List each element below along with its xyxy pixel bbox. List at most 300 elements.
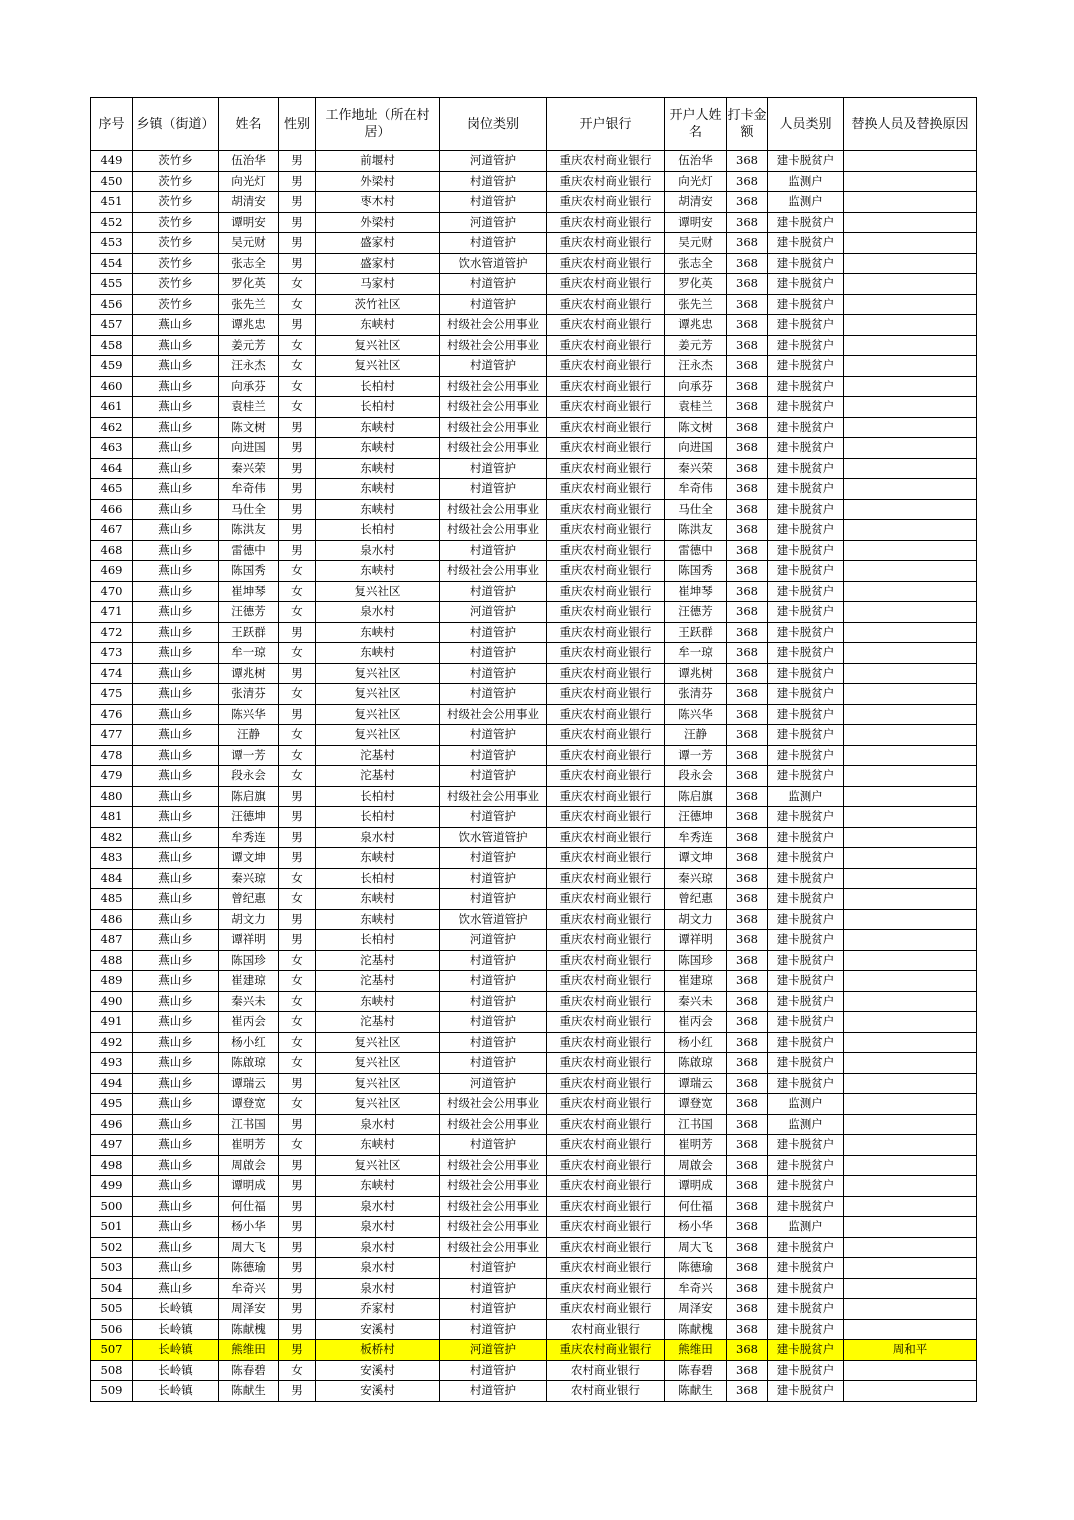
cell-account-holder: 陈洪友 — [665, 520, 727, 541]
table-row — [91, 950, 977, 971]
cell-township: 燕山乡 — [133, 745, 219, 766]
cell-name: 崔丙会 — [219, 1012, 279, 1033]
cell-post-type: 村级社会公用事业 — [440, 1114, 547, 1135]
cell-post-type: 村道管护 — [440, 274, 547, 295]
cell-serial-no: 449 — [91, 151, 133, 172]
cell-township: 燕山乡 — [133, 602, 219, 623]
cell-post-type: 村道管护 — [440, 807, 547, 828]
cell-person-category: 建卡脱贫户 — [768, 479, 844, 500]
cell-post-type: 村级社会公用事业 — [440, 335, 547, 356]
cell-township: 茨竹乡 — [133, 274, 219, 295]
cell-bank: 重庆农村商业银行 — [547, 1196, 665, 1217]
table-row — [91, 171, 977, 192]
cell-work-address: 外梁村 — [316, 212, 440, 233]
cell-gender: 男 — [279, 1278, 316, 1299]
cell-amount: 368 — [727, 889, 768, 910]
cell-work-address: 东峡村 — [316, 848, 440, 869]
cell-serial-no: 469 — [91, 561, 133, 582]
cell-account-holder: 马仕全 — [665, 499, 727, 520]
cell-replacement — [844, 643, 977, 664]
cell-account-holder: 杨小红 — [665, 1032, 727, 1053]
cell-account-holder: 张志全 — [665, 253, 727, 274]
cell-township: 燕山乡 — [133, 581, 219, 602]
cell-replacement — [844, 807, 977, 828]
cell-gender: 男 — [279, 315, 316, 336]
table-row — [91, 663, 977, 684]
cell-township: 长岭镇 — [133, 1360, 219, 1381]
cell-account-holder: 谭兆树 — [665, 663, 727, 684]
cell-replacement — [844, 725, 977, 746]
cell-bank: 重庆农村商业银行 — [547, 663, 665, 684]
cell-gender: 女 — [279, 745, 316, 766]
cell-serial-no: 453 — [91, 233, 133, 254]
cell-post-type: 村级社会公用事业 — [440, 1094, 547, 1115]
table-row — [91, 540, 977, 561]
cell-bank: 重庆农村商业银行 — [547, 315, 665, 336]
cell-replacement — [844, 1114, 977, 1135]
cell-post-type: 村级社会公用事业 — [440, 1176, 547, 1197]
cell-work-address: 长柏村 — [316, 397, 440, 418]
cell-serial-no: 461 — [91, 397, 133, 418]
table-row — [91, 417, 977, 438]
cell-name: 陈春碧 — [219, 1360, 279, 1381]
cell-amount: 368 — [727, 991, 768, 1012]
cell-serial-no: 476 — [91, 704, 133, 725]
cell-bank: 重庆农村商业银行 — [547, 1299, 665, 1320]
cell-person-category: 建卡脱贫户 — [768, 520, 844, 541]
cell-township: 燕山乡 — [133, 827, 219, 848]
cell-account-holder: 秦兴琼 — [665, 868, 727, 889]
cell-work-address: 东峡村 — [316, 622, 440, 643]
table-row — [91, 1217, 977, 1238]
cell-amount: 368 — [727, 233, 768, 254]
cell-name: 向光灯 — [219, 171, 279, 192]
cell-serial-no: 489 — [91, 971, 133, 992]
cell-post-type: 村级社会公用事业 — [440, 397, 547, 418]
cell-work-address: 复兴社区 — [316, 1155, 440, 1176]
cell-work-address: 东峡村 — [316, 315, 440, 336]
cell-amount: 368 — [727, 438, 768, 459]
table-row — [91, 1114, 977, 1135]
cell-replacement — [844, 766, 977, 787]
cell-post-type: 村道管护 — [440, 684, 547, 705]
cell-replacement — [844, 438, 977, 459]
cell-amount: 368 — [727, 602, 768, 623]
cell-name: 袁桂兰 — [219, 397, 279, 418]
cell-serial-no: 454 — [91, 253, 133, 274]
cell-gender: 男 — [279, 417, 316, 438]
cell-amount: 368 — [727, 397, 768, 418]
header-amount: 打卡金额 — [727, 98, 768, 151]
cell-name: 胡文力 — [219, 909, 279, 930]
cell-bank: 重庆农村商业银行 — [547, 253, 665, 274]
cell-amount: 368 — [727, 1299, 768, 1320]
table-body — [91, 151, 977, 1402]
cell-serial-no: 488 — [91, 950, 133, 971]
cell-post-type: 村级社会公用事业 — [440, 1196, 547, 1217]
cell-replacement — [844, 540, 977, 561]
cell-serial-no: 508 — [91, 1360, 133, 1381]
cell-gender: 女 — [279, 971, 316, 992]
cell-post-type: 村级社会公用事业 — [440, 315, 547, 336]
cell-person-category: 监测户 — [768, 1217, 844, 1238]
cell-account-holder: 周大飞 — [665, 1237, 727, 1258]
cell-township: 燕山乡 — [133, 971, 219, 992]
cell-replacement — [844, 458, 977, 479]
table-row — [91, 971, 977, 992]
cell-township: 茨竹乡 — [133, 253, 219, 274]
cell-post-type: 村道管护 — [440, 1381, 547, 1402]
cell-serial-no: 502 — [91, 1237, 133, 1258]
cell-serial-no: 486 — [91, 909, 133, 930]
cell-gender: 男 — [279, 930, 316, 951]
cell-replacement — [844, 1237, 977, 1258]
cell-amount: 368 — [727, 192, 768, 213]
cell-work-address: 板桥村 — [316, 1340, 440, 1361]
cell-name: 周大飞 — [219, 1237, 279, 1258]
table-row — [91, 581, 977, 602]
cell-work-address: 东峡村 — [316, 1176, 440, 1197]
cell-name: 陈兴华 — [219, 704, 279, 725]
cell-name: 陈献槐 — [219, 1319, 279, 1340]
cell-account-holder: 谭文坤 — [665, 848, 727, 869]
cell-serial-no: 501 — [91, 1217, 133, 1238]
cell-post-type: 村道管护 — [440, 643, 547, 664]
cell-bank: 重庆农村商业银行 — [547, 827, 665, 848]
cell-amount: 368 — [727, 909, 768, 930]
cell-gender: 男 — [279, 253, 316, 274]
cell-person-category: 建卡脱贫户 — [768, 1237, 844, 1258]
cell-amount: 368 — [727, 1360, 768, 1381]
cell-bank: 重庆农村商业银行 — [547, 1258, 665, 1279]
cell-post-type: 村道管护 — [440, 745, 547, 766]
cell-amount: 368 — [727, 1381, 768, 1402]
cell-account-holder: 汪德坤 — [665, 807, 727, 828]
cell-replacement — [844, 417, 977, 438]
cell-serial-no: 491 — [91, 1012, 133, 1033]
cell-amount: 368 — [727, 663, 768, 684]
table-row — [91, 1176, 977, 1197]
cell-account-holder: 谭明安 — [665, 212, 727, 233]
cell-township: 茨竹乡 — [133, 192, 219, 213]
cell-amount: 368 — [727, 684, 768, 705]
cell-bank: 重庆农村商业银行 — [547, 807, 665, 828]
cell-post-type: 饮水管道管护 — [440, 827, 547, 848]
table-row — [91, 253, 977, 274]
cell-account-holder: 姜元芳 — [665, 335, 727, 356]
cell-serial-no: 464 — [91, 458, 133, 479]
cell-post-type: 村道管护 — [440, 1053, 547, 1074]
cell-account-holder: 陈国珍 — [665, 950, 727, 971]
cell-work-address: 泉水村 — [316, 1237, 440, 1258]
cell-township: 燕山乡 — [133, 889, 219, 910]
cell-serial-no: 460 — [91, 376, 133, 397]
cell-serial-no: 504 — [91, 1278, 133, 1299]
cell-replacement — [844, 274, 977, 295]
cell-amount: 368 — [727, 848, 768, 869]
cell-serial-no: 474 — [91, 663, 133, 684]
cell-township: 燕山乡 — [133, 1217, 219, 1238]
cell-work-address: 安溪村 — [316, 1360, 440, 1381]
cell-serial-no: 456 — [91, 294, 133, 315]
cell-township: 燕山乡 — [133, 499, 219, 520]
cell-work-address: 长柏村 — [316, 807, 440, 828]
cell-serial-no: 473 — [91, 643, 133, 664]
cell-bank: 重庆农村商业银行 — [547, 1012, 665, 1033]
cell-gender: 女 — [279, 376, 316, 397]
cell-work-address: 沱基村 — [316, 745, 440, 766]
cell-amount: 368 — [727, 1340, 768, 1361]
cell-serial-no: 490 — [91, 991, 133, 1012]
table-row — [91, 1094, 977, 1115]
cell-serial-no: 484 — [91, 868, 133, 889]
cell-gender: 男 — [279, 233, 316, 254]
cell-work-address: 泉水村 — [316, 1217, 440, 1238]
cell-amount: 368 — [727, 253, 768, 274]
cell-gender: 女 — [279, 602, 316, 623]
cell-township: 燕山乡 — [133, 704, 219, 725]
cell-person-category: 建卡脱贫户 — [768, 438, 844, 459]
cell-post-type: 村道管护 — [440, 848, 547, 869]
table-row — [91, 1053, 977, 1074]
cell-gender: 女 — [279, 950, 316, 971]
cell-post-type: 村道管护 — [440, 950, 547, 971]
cell-account-holder: 陈文树 — [665, 417, 727, 438]
table-row — [91, 684, 977, 705]
cell-bank: 重庆农村商业银行 — [547, 171, 665, 192]
table-row — [91, 643, 977, 664]
cell-name: 曾纪惠 — [219, 889, 279, 910]
cell-person-category: 建卡脱贫户 — [768, 848, 844, 869]
cell-name: 秦兴未 — [219, 991, 279, 1012]
cell-bank: 重庆农村商业银行 — [547, 561, 665, 582]
cell-post-type: 饮水管道管护 — [440, 909, 547, 930]
cell-serial-no: 506 — [91, 1319, 133, 1340]
cell-work-address: 复兴社区 — [316, 1073, 440, 1094]
cell-replacement — [844, 930, 977, 951]
cell-gender: 女 — [279, 889, 316, 910]
cell-serial-no: 492 — [91, 1032, 133, 1053]
cell-gender: 男 — [279, 848, 316, 869]
cell-account-holder: 崔建琼 — [665, 971, 727, 992]
cell-person-category: 建卡脱贫户 — [768, 315, 844, 336]
table-row — [91, 704, 977, 725]
cell-township: 燕山乡 — [133, 540, 219, 561]
cell-township: 燕山乡 — [133, 807, 219, 828]
cell-serial-no: 480 — [91, 786, 133, 807]
cell-person-category: 建卡脱贫户 — [768, 1196, 844, 1217]
cell-gender: 男 — [279, 1319, 316, 1340]
cell-replacement — [844, 561, 977, 582]
cell-person-category: 建卡脱贫户 — [768, 335, 844, 356]
cell-serial-no: 459 — [91, 356, 133, 377]
cell-person-category: 建卡脱贫户 — [768, 561, 844, 582]
cell-person-category: 建卡脱贫户 — [768, 766, 844, 787]
cell-gender: 男 — [279, 1217, 316, 1238]
cell-amount: 368 — [727, 1196, 768, 1217]
cell-bank: 重庆农村商业银行 — [547, 1053, 665, 1074]
cell-work-address: 茨竹社区 — [316, 294, 440, 315]
cell-account-holder: 曾纪惠 — [665, 889, 727, 910]
cell-replacement — [844, 1217, 977, 1238]
table-row — [91, 807, 977, 828]
cell-account-holder: 罗化英 — [665, 274, 727, 295]
cell-name: 汪德芳 — [219, 602, 279, 623]
cell-replacement — [844, 868, 977, 889]
cell-replacement — [844, 233, 977, 254]
cell-name: 张先兰 — [219, 294, 279, 315]
cell-post-type: 河道管护 — [440, 602, 547, 623]
cell-account-holder: 陈德瑜 — [665, 1258, 727, 1279]
cell-name: 崔明芳 — [219, 1135, 279, 1156]
cell-replacement — [844, 1258, 977, 1279]
header-person-category: 人员类别 — [768, 98, 844, 151]
cell-work-address: 盛家村 — [316, 253, 440, 274]
cell-serial-no: 496 — [91, 1114, 133, 1135]
cell-person-category: 建卡脱贫户 — [768, 1135, 844, 1156]
cell-post-type: 村道管护 — [440, 1135, 547, 1156]
cell-serial-no: 481 — [91, 807, 133, 828]
cell-township: 茨竹乡 — [133, 212, 219, 233]
cell-name: 陈启旗 — [219, 786, 279, 807]
cell-account-holder: 牟奇伟 — [665, 479, 727, 500]
cell-replacement — [844, 1135, 977, 1156]
cell-township: 燕山乡 — [133, 1012, 219, 1033]
cell-person-category: 建卡脱贫户 — [768, 1053, 844, 1074]
cell-serial-no: 479 — [91, 766, 133, 787]
table-row — [91, 1237, 977, 1258]
cell-replacement — [844, 1032, 977, 1053]
cell-person-category: 建卡脱贫户 — [768, 971, 844, 992]
cell-replacement — [844, 622, 977, 643]
cell-serial-no: 507 — [91, 1340, 133, 1361]
cell-bank: 重庆农村商业银行 — [547, 294, 665, 315]
cell-replacement — [844, 1319, 977, 1340]
table-row — [91, 1012, 977, 1033]
cell-person-category: 建卡脱贫户 — [768, 1360, 844, 1381]
cell-account-holder: 向进国 — [665, 438, 727, 459]
cell-name: 吴元财 — [219, 233, 279, 254]
cell-work-address: 复兴社区 — [316, 663, 440, 684]
cell-work-address: 复兴社区 — [316, 1094, 440, 1115]
table-row — [91, 1155, 977, 1176]
cell-name: 崔建琼 — [219, 971, 279, 992]
cell-bank: 重庆农村商业银行 — [547, 643, 665, 664]
cell-post-type: 村级社会公用事业 — [440, 1217, 547, 1238]
cell-account-holder: 陈国秀 — [665, 561, 727, 582]
cell-amount: 368 — [727, 520, 768, 541]
cell-post-type: 村道管护 — [440, 233, 547, 254]
cell-work-address: 东峡村 — [316, 458, 440, 479]
cell-township: 燕山乡 — [133, 950, 219, 971]
cell-bank: 重庆农村商业银行 — [547, 889, 665, 910]
cell-post-type: 村级社会公用事业 — [440, 417, 547, 438]
cell-account-holder: 汪静 — [665, 725, 727, 746]
cell-amount: 368 — [727, 581, 768, 602]
cell-person-category: 建卡脱贫户 — [768, 274, 844, 295]
cell-bank: 重庆农村商业银行 — [547, 376, 665, 397]
cell-amount: 368 — [727, 540, 768, 561]
cell-township: 燕山乡 — [133, 1176, 219, 1197]
cell-gender: 女 — [279, 643, 316, 664]
cell-post-type: 村道管护 — [440, 725, 547, 746]
cell-person-category: 建卡脱贫户 — [768, 499, 844, 520]
cell-person-category: 建卡脱贫户 — [768, 212, 844, 233]
cell-work-address: 泉水村 — [316, 827, 440, 848]
cell-person-category: 监测户 — [768, 786, 844, 807]
roster-sheet — [90, 97, 977, 1402]
cell-name: 陈国秀 — [219, 561, 279, 582]
cell-work-address: 东峡村 — [316, 499, 440, 520]
cell-post-type: 村道管护 — [440, 1012, 547, 1033]
cell-township: 燕山乡 — [133, 663, 219, 684]
cell-gender: 男 — [279, 1258, 316, 1279]
cell-amount: 368 — [727, 766, 768, 787]
cell-township: 燕山乡 — [133, 1032, 219, 1053]
cell-account-holder: 秦兴荣 — [665, 458, 727, 479]
cell-serial-no: 466 — [91, 499, 133, 520]
cell-gender: 男 — [279, 1176, 316, 1197]
cell-name: 谭登宽 — [219, 1094, 279, 1115]
cell-replacement — [844, 581, 977, 602]
cell-post-type: 村道管护 — [440, 294, 547, 315]
cell-serial-no: 495 — [91, 1094, 133, 1115]
cell-gender: 男 — [279, 171, 316, 192]
cell-work-address: 复兴社区 — [316, 335, 440, 356]
cell-gender: 男 — [279, 622, 316, 643]
cell-post-type: 村级社会公用事业 — [440, 704, 547, 725]
cell-replacement — [844, 151, 977, 172]
cell-work-address: 复兴社区 — [316, 1053, 440, 1074]
cell-bank: 重庆农村商业银行 — [547, 909, 665, 930]
cell-replacement — [844, 335, 977, 356]
table-row — [91, 1319, 977, 1340]
cell-amount: 368 — [727, 151, 768, 172]
header-township: 乡镇（街道） — [133, 98, 219, 151]
cell-township: 茨竹乡 — [133, 151, 219, 172]
cell-name: 江书国 — [219, 1114, 279, 1135]
cell-bank: 重庆农村商业银行 — [547, 1278, 665, 1299]
cell-work-address: 沱基村 — [316, 971, 440, 992]
cell-bank: 重庆农村商业银行 — [547, 417, 665, 438]
cell-amount: 368 — [727, 868, 768, 889]
cell-serial-no: 475 — [91, 684, 133, 705]
cell-post-type: 河道管护 — [440, 151, 547, 172]
cell-person-category: 建卡脱贫户 — [768, 684, 844, 705]
cell-serial-no: 467 — [91, 520, 133, 541]
cell-post-type: 村道管护 — [440, 868, 547, 889]
cell-township: 燕山乡 — [133, 397, 219, 418]
cell-serial-no: 500 — [91, 1196, 133, 1217]
cell-post-type: 村道管护 — [440, 356, 547, 377]
cell-gender: 男 — [279, 540, 316, 561]
cell-township: 燕山乡 — [133, 1237, 219, 1258]
cell-bank: 重庆农村商业银行 — [547, 540, 665, 561]
cell-work-address: 长柏村 — [316, 376, 440, 397]
cell-replacement — [844, 499, 977, 520]
cell-gender: 女 — [279, 356, 316, 377]
cell-work-address: 东峡村 — [316, 438, 440, 459]
cell-work-address: 复兴社区 — [316, 725, 440, 746]
cell-township: 燕山乡 — [133, 356, 219, 377]
cell-bank: 重庆农村商业银行 — [547, 602, 665, 623]
cell-gender: 男 — [279, 479, 316, 500]
header-work-address: 工作地址（所在村居） — [316, 98, 440, 151]
cell-post-type: 村道管护 — [440, 991, 547, 1012]
cell-account-holder: 陈兴华 — [665, 704, 727, 725]
cell-township: 燕山乡 — [133, 1278, 219, 1299]
table-row — [91, 397, 977, 418]
